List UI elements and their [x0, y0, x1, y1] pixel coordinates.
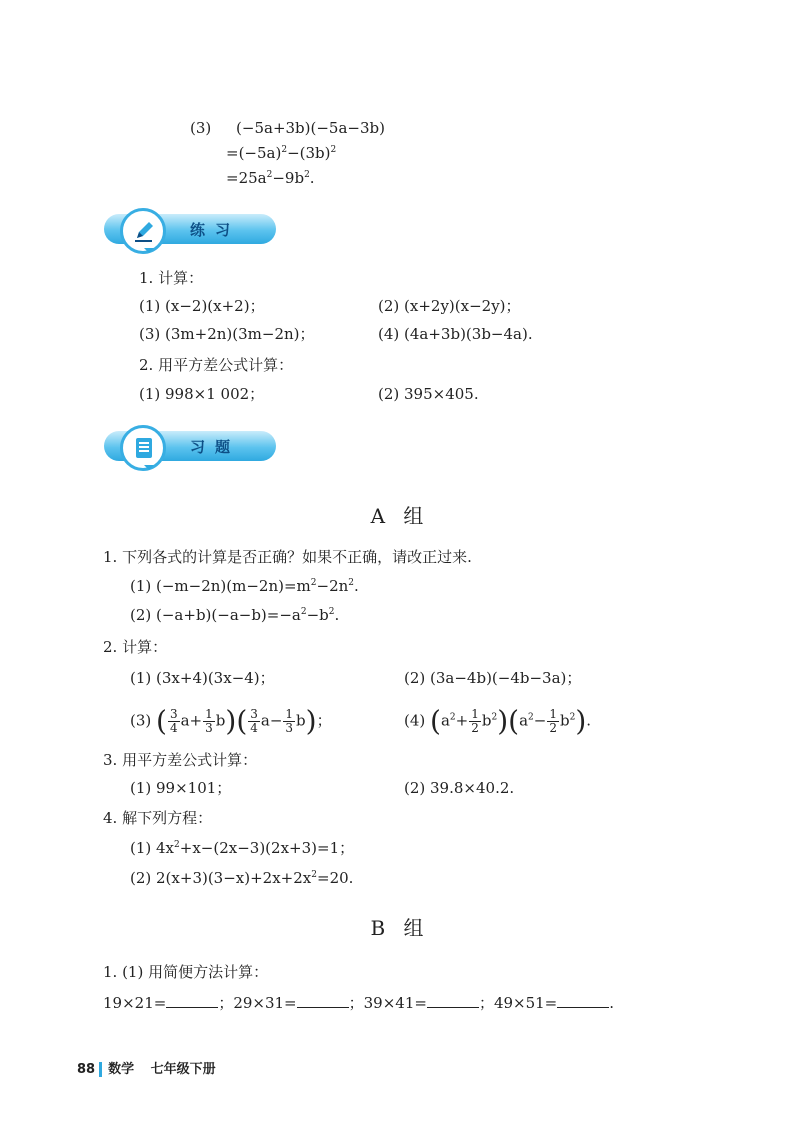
exercise-b1: 1. (1) 用简便方法计算：	[103, 963, 269, 981]
answer-blank[interactable]	[557, 993, 609, 1008]
fraction	[248, 708, 260, 735]
expr-part: =25a	[226, 169, 267, 187]
group-b-heading: B 组	[370, 916, 430, 940]
practice-q2-1: (1) 998×1 002；	[139, 385, 265, 403]
expr-part: +	[455, 711, 469, 730]
exercise-a2-1: (1) (3x+4)(3x−4)；	[130, 669, 275, 687]
example-label: (3)	[190, 119, 212, 137]
group-a-heading: A 组	[370, 504, 430, 528]
expr-part: =20.	[317, 869, 354, 887]
exercise-a3-1: (1) 99×101；	[130, 779, 232, 797]
expr-part: b	[560, 711, 570, 730]
frac-den: 2	[471, 721, 479, 735]
expr-part: ；29×31=	[218, 994, 297, 1012]
exponent: 2	[300, 607, 307, 617]
left-paren: (	[430, 704, 441, 738]
exponent: 2	[528, 712, 534, 723]
left-paren: (	[236, 704, 248, 738]
left-paren: (	[508, 704, 520, 738]
expr-part: (1) 4x	[130, 839, 175, 857]
fraction	[203, 708, 215, 735]
footer-book: 七年级下册	[150, 1062, 216, 1077]
practice-q1-3: (3) (3m+2n)(3m−2n)；	[139, 325, 315, 343]
expr-part: −	[533, 711, 547, 730]
exponent: 2	[311, 870, 317, 880]
exercise-a4: 4. 解下列方程：	[103, 809, 213, 827]
exercise-a4-2	[130, 868, 353, 888]
banner-title: 练习	[190, 221, 241, 239]
example-3-line2	[226, 143, 336, 163]
expr-part: 19×21=	[103, 994, 167, 1012]
practice-q1-2: (2) (x+2y)(x−2y)；	[378, 297, 521, 315]
page-footer	[77, 1058, 216, 1077]
expr-part: a+	[180, 711, 203, 730]
exponent: 2	[491, 712, 498, 723]
footer-subject: 数学	[108, 1062, 135, 1077]
frac-den: 2	[549, 721, 557, 735]
expr-part: −(3b)	[287, 144, 331, 162]
expr-part: a	[440, 711, 450, 730]
exponent: 2	[174, 840, 180, 850]
exercise-a2-4	[404, 704, 592, 738]
frac-num: 1	[205, 707, 213, 721]
left-paren: (	[156, 704, 167, 738]
frac-den: 3	[285, 721, 294, 735]
expr-part: −2n	[316, 577, 349, 595]
answer-blank[interactable]	[427, 993, 479, 1008]
frac-den: 4	[169, 721, 178, 735]
expr-part: −9b	[272, 169, 305, 187]
answer-blank[interactable]	[297, 993, 349, 1008]
answer-blank[interactable]	[166, 993, 218, 1008]
expr-part: =(−5a)	[226, 144, 282, 162]
expr-part: .	[586, 711, 592, 730]
practice-q1: 1. 计算：	[139, 269, 204, 287]
banner-title: 习题	[190, 438, 241, 456]
exercise-a1: 1. 下列各式的计算是否正确？如果不正确，请改正过来.	[103, 548, 472, 566]
example-3-line1	[190, 118, 385, 138]
frac-num: 1	[471, 707, 479, 721]
exponent: 2	[310, 578, 317, 588]
expr-part: +x−(2x−3)(2x+3)=1；	[179, 839, 355, 857]
exponent: 2	[569, 712, 576, 723]
expr-part: −b	[306, 606, 329, 624]
fraction	[283, 708, 295, 735]
practice-q2: 2. 用平方差公式计算：	[139, 356, 294, 374]
example-3-line3	[226, 168, 315, 188]
footer-divider	[99, 1062, 102, 1077]
exercise-a1-2	[130, 605, 339, 625]
pencil-icon	[132, 219, 156, 243]
expr-part: b	[215, 711, 226, 730]
expr-part: (2) 2(x+3)(3−x)+2x+2x	[130, 869, 312, 887]
item-label: (4)	[404, 711, 426, 730]
expr-part: ；49×51=	[478, 994, 558, 1012]
expr-part: .	[309, 169, 315, 187]
banner-pointer	[144, 248, 154, 253]
fraction	[469, 708, 481, 735]
expr-part: a	[519, 711, 529, 730]
exponent: 2	[348, 578, 355, 588]
page-number: 88	[77, 1062, 96, 1077]
frac-num: 3	[250, 707, 258, 721]
practice-q1-1: (1) (x−2)(x+2)；	[139, 297, 265, 315]
exponent: 2	[328, 607, 335, 617]
exercises-banner	[104, 425, 276, 469]
frac-num: 1	[549, 707, 557, 721]
practice-banner	[104, 208, 276, 252]
exponent: 2	[330, 145, 337, 155]
expr-part: b	[481, 711, 492, 730]
expr-part: ；	[316, 711, 332, 730]
expr-part: .	[334, 606, 340, 624]
fraction	[168, 708, 180, 735]
expr-part: a−	[260, 711, 283, 730]
expr-part: b	[296, 711, 306, 730]
notebook-icon	[132, 436, 156, 460]
frac-num: 1	[285, 707, 294, 721]
expr-part: .	[354, 577, 359, 595]
right-paren: )	[225, 704, 237, 738]
exercise-b1-items	[103, 993, 614, 1013]
right-paren: )	[305, 704, 317, 738]
exercise-a4-1	[130, 838, 354, 858]
exponent: 2	[281, 145, 288, 155]
banner-pointer	[144, 465, 154, 470]
expr-part: (1) (−m−2n)(m−2n)=m	[130, 577, 311, 595]
frac-num: 3	[169, 707, 178, 721]
expr-part: (2) (−a+b)(−a−b)=−a	[130, 606, 301, 624]
right-paren: )	[497, 704, 509, 738]
right-paren: )	[575, 704, 587, 738]
expr-part: .	[609, 994, 615, 1012]
exercise-a2-3	[130, 704, 332, 738]
practice-q2-2: (2) 395×405.	[378, 385, 479, 403]
exercise-a1-1	[130, 576, 359, 596]
exponent: 2	[449, 712, 456, 723]
exponent: 2	[266, 170, 273, 180]
exercise-a2: 2. 计算：	[103, 638, 168, 656]
practice-q1-4: (4) (4a+3b)(3b−4a).	[378, 325, 533, 343]
frac-den: 4	[250, 721, 258, 735]
exercise-a3: 3. 用平方差公式计算：	[103, 751, 258, 769]
fraction	[547, 708, 559, 735]
banner-circle	[120, 425, 166, 471]
exercise-a3-2: (2) 39.8×40.2.	[404, 779, 515, 797]
exponent: 2	[304, 170, 310, 180]
expr-part: ；39×41=	[348, 994, 427, 1012]
exercise-a2-2: (2) (3a−4b)(−4b−3a)；	[404, 669, 582, 687]
item-label: (3)	[130, 711, 152, 730]
example-expression: (−5a+3b)(−5a−3b)	[236, 119, 385, 137]
frac-den: 3	[205, 721, 213, 735]
banner-circle	[120, 208, 166, 254]
